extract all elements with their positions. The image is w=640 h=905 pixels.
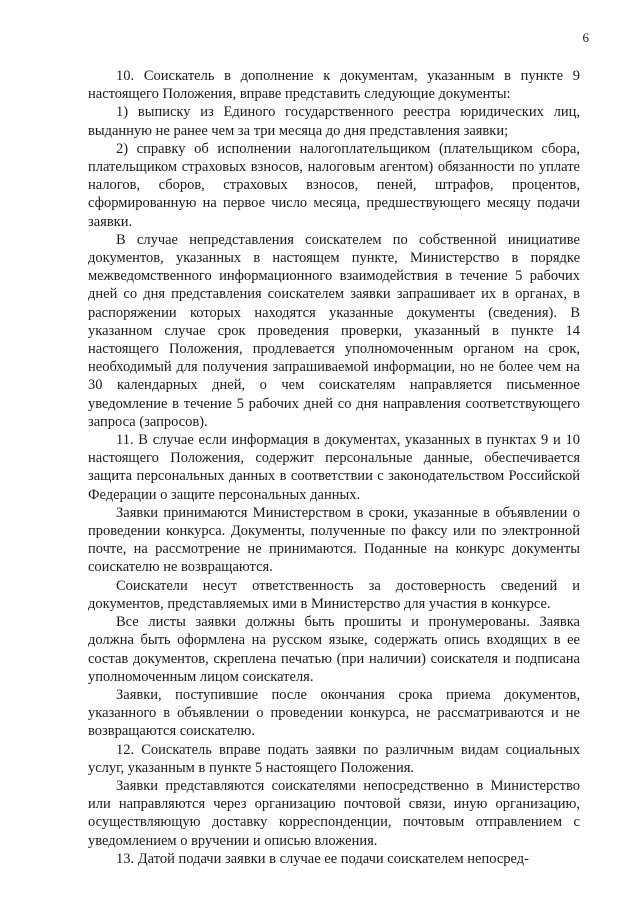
paragraph-10-interagency-request: В случае непредставления соискателем по собственной инициативе документов, указанных в настоящем пункте, Министерство в порядке межведомственного информационного взаимодействия в течение 5 рабочих дней со дня представления соискателем заявки запрашивает их в органах, в распоряжении которых находятся указанные документы (сведения). В указанном случае срок проведения проверки, указанный в пункте 14 настоящего Положения, продлевается уполномоченным органом на срок, необходимый для получения запрашиваемой информации, но не более чем на 30 календарных дней, о чем соискателям направляется письменное уведомление в течение 5 рабочих дней со дня направления соответствующего запроса (запросов). — [88, 231, 580, 430]
paragraph-10: 10. Соискатель в дополнение к документам, указанным в пункте 9 настоящего Положения, вправе представить следующие документы: — [88, 68, 580, 103]
paragraph-13: 13. Датой подачи заявки в случае ее подачи соискателем непосред- — [116, 850, 529, 867]
paragraph-applications-accepted: Заявки принимаются Министерством в сроки, указанные в объявлении о проведении конкурса. Документы, полученные по факсу или по электронной почте, на рассмотрение не принимаются. Поданные на конкурс документы соискателю не возвращаются. — [88, 504, 580, 576]
paragraph-11: 11. В случае если информация в документах, указанных в пунктах 9 и 10 настоящего Положения, содержит персональные данные, обеспечивается защита персональных данных в соответствии с законодательством Российской Федерации о защите персональных данных. — [88, 432, 580, 503]
paragraph-binding-requirements: Все листы заявки должны быть прошиты и пронумерованы. Заявка должна быть оформлена на русском языке, содержать опись входящих в ее состав документов, скреплена печатью (при наличии) соискателя и подписана уполномоченным лицом соискателя. — [88, 614, 580, 685]
page-number: 6 — [582, 30, 589, 45]
paragraph-10-item-1: 1) выписку из Единого государственного реестра юридических лиц, выданную не ранее чем за три месяца до дня представления заявки; — [88, 104, 580, 139]
paragraph-submission-methods: Заявки представляются соискателями непосредственно в Министерство или направляются через организацию почтовой связи, иную организацию, осуществляющую доставку корреспонденции, почтовым отправлением с уведомлением о вручении и описью вложения. — [88, 777, 580, 849]
paragraph-12: 12. Соискатель вправе подать заявки по различным видам социальных услуг, указанным в пункте 5 настоящего Положения. — [88, 741, 580, 776]
paragraph-10-item-2: 2) справку об исполнении налогоплательщиком (плательщиком сбора, плательщиком страховых взносов, налоговым агентом) обязанности по уплате налогов, сборов, страховых взносов, пеней, штрафов, процентов, сформированную на первое число месяца, предшествующего месяцу подачи заявки. — [88, 140, 580, 230]
document-body — [88, 67, 580, 868]
paragraph-responsibility: Соискатели несут ответственность за достоверность сведений и документов, представляемых ими в Министерство для участия в конкурсе. — [88, 577, 580, 612]
paragraph-late-applications: Заявки, поступившие после окончания срока приема документов, указанного в объявлении о проведении конкурса, не рассматриваются и не возвращаются соискателю. — [88, 686, 580, 740]
